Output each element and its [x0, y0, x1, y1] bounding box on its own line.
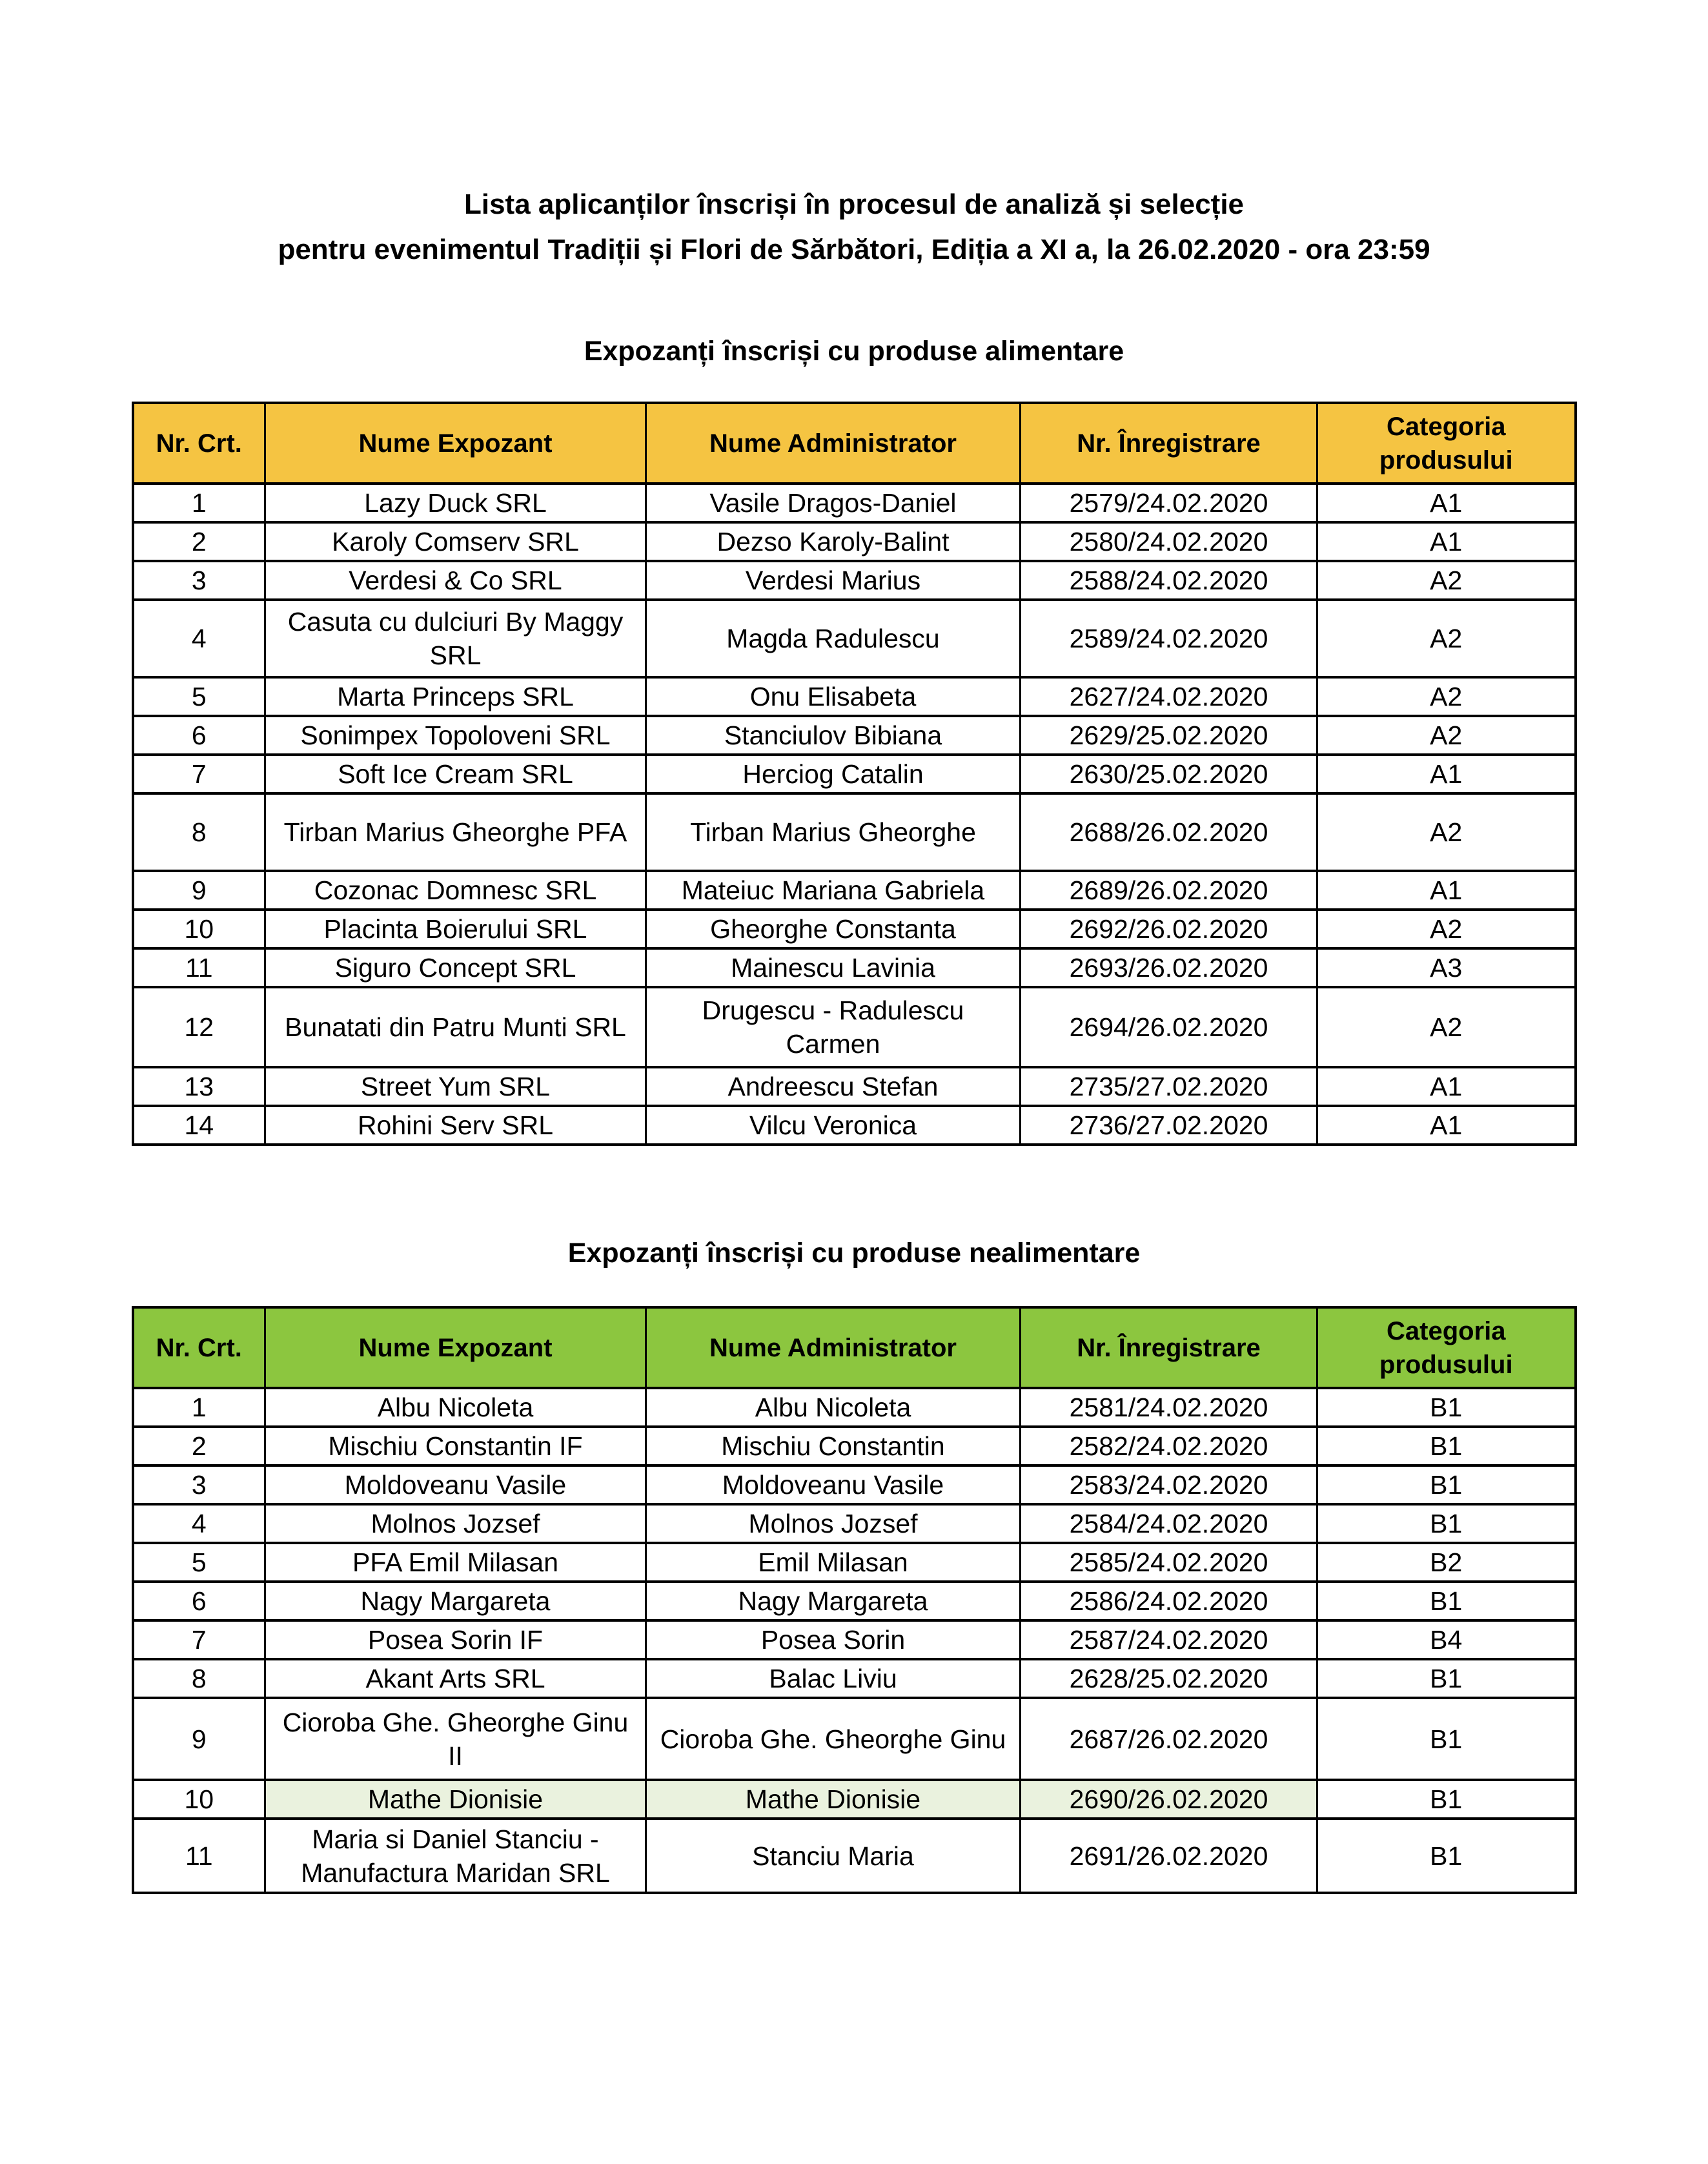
cell-nume-expozant: Nagy Margareta: [265, 1582, 646, 1620]
cell-categoria-produsului: A2: [1317, 600, 1576, 677]
header-row: [133, 403, 1576, 484]
cell-nr-crt: 3: [133, 1465, 265, 1504]
cell-nume-expozant: Moldoveanu Vasile: [265, 1465, 646, 1504]
cell-nr-crt: 8: [133, 793, 265, 871]
cell-nr-inregistrare: 2690/26.02.2020: [1021, 1780, 1317, 1819]
header-row: [133, 1307, 1576, 1388]
table-row: [133, 871, 1576, 910]
cell-nume-expozant: Street Yum SRL: [265, 1067, 646, 1106]
cell-nr-inregistrare: 2693/26.02.2020: [1021, 948, 1317, 987]
cell-nr-crt: 10: [133, 910, 265, 948]
cell-categoria-produsului: A1: [1317, 1106, 1576, 1145]
table-row: [133, 1388, 1576, 1427]
cell-nr-crt: 5: [133, 1543, 265, 1582]
cell-nume-administrator: Albu Nicoleta: [646, 1388, 1021, 1427]
cell-nume-expozant: Soft Ice Cream SRL: [265, 755, 646, 793]
cell-nr-inregistrare: 2692/26.02.2020: [1021, 910, 1317, 948]
cell-nr-crt: 6: [133, 1582, 265, 1620]
document-title-line1: Lista aplicanților înscriși în procesul de analiză și selecție: [463, 189, 1245, 220]
cell-nr-inregistrare: 2629/25.02.2020: [1021, 716, 1317, 755]
cell-nr-inregistrare: 2581/24.02.2020: [1021, 1388, 1317, 1427]
cell-nr-crt: 1: [133, 1388, 265, 1427]
cell-nume-administrator: Cioroba Ghe. Gheorghe Ginu: [646, 1698, 1021, 1780]
cell-nr-crt: 8: [133, 1659, 265, 1698]
document-title-line2: pentru evenimentul Tradiții și Flori de Sărbători, Ediția a XI a, la 26.02.2020 - ora 23:59: [278, 234, 1430, 265]
section-food: [0, 334, 1708, 1146]
cell-categoria-produsului: B1: [1317, 1504, 1576, 1543]
cell-nr-inregistrare: 2589/24.02.2020: [1021, 600, 1317, 677]
cell-nume-administrator: Posea Sorin: [646, 1620, 1021, 1659]
cell-nume-administrator: Tirban Marius Gheorghe: [646, 793, 1021, 871]
cell-nr-inregistrare: 2579/24.02.2020: [1021, 484, 1317, 522]
cell-nr-inregistrare: 2627/24.02.2020: [1021, 677, 1317, 716]
cell-categoria-produsului: A1: [1317, 522, 1576, 561]
cell-categoria-produsului: B2: [1317, 1543, 1576, 1582]
cell-categoria-produsului: A2: [1317, 987, 1576, 1067]
cell-nume-expozant: Tirban Marius Gheorghe PFA: [265, 793, 646, 871]
cell-nume-administrator: Molnos Jozsef: [646, 1504, 1021, 1543]
cell-nume-administrator: Mathe Dionisie: [646, 1780, 1021, 1819]
cell-nume-administrator: Emil Milasan: [646, 1543, 1021, 1582]
section-nonfood: [0, 1236, 1708, 1894]
cell-nr-inregistrare: 2587/24.02.2020: [1021, 1620, 1317, 1659]
cell-categoria-produsului: B1: [1317, 1388, 1576, 1427]
table-row: [133, 948, 1576, 987]
cell-nr-inregistrare: 2588/24.02.2020: [1021, 561, 1317, 600]
cell-categoria-produsului: A1: [1317, 871, 1576, 910]
cell-nr-inregistrare: 2580/24.02.2020: [1021, 522, 1317, 561]
cell-nume-administrator: Verdesi Marius: [646, 561, 1021, 600]
cell-categoria-produsului: A1: [1317, 755, 1576, 793]
cell-nume-expozant: Rohini Serv SRL: [265, 1106, 646, 1145]
cell-nume-administrator: Mainescu Lavinia: [646, 948, 1021, 987]
cell-nume-expozant: Marta Princeps SRL: [265, 677, 646, 716]
cell-nr-crt: 10: [133, 1780, 265, 1819]
table-row: [133, 1106, 1576, 1145]
table-row: [133, 1582, 1576, 1620]
section-title-nonfood: Expozanți înscriși cu produse nealimentare: [567, 1238, 1141, 1269]
cell-categoria-produsului: B1: [1317, 1659, 1576, 1698]
cell-categoria-produsului: A2: [1317, 561, 1576, 600]
cell-nr-crt: 2: [133, 1427, 265, 1465]
cell-nume-expozant: Albu Nicoleta: [265, 1388, 646, 1427]
cell-nume-administrator: Herciog Catalin: [646, 755, 1021, 793]
cell-nume-administrator: Moldoveanu Vasile: [646, 1465, 1021, 1504]
cell-nr-crt: 7: [133, 1620, 265, 1659]
cell-nume-expozant: Bunatati din Patru Munti SRL: [265, 987, 646, 1067]
cell-nr-inregistrare: 2585/24.02.2020: [1021, 1543, 1317, 1582]
cell-categoria-produsului: A1: [1317, 484, 1576, 522]
document-page: [0, 182, 1708, 2164]
cell-nume-expozant: Mischiu Constantin IF: [265, 1427, 646, 1465]
cell-nr-inregistrare: 2628/25.02.2020: [1021, 1659, 1317, 1698]
cell-categoria-produsului: B1: [1317, 1582, 1576, 1620]
table-row: [133, 1427, 1576, 1465]
cell-nume-administrator: Gheorghe Constanta: [646, 910, 1021, 948]
cell-nume-administrator: Dezso Karoly-Balint: [646, 522, 1021, 561]
cell-nr-inregistrare: 2736/27.02.2020: [1021, 1106, 1317, 1145]
section-title-food: Expozanți înscriși cu produse alimentare: [584, 336, 1124, 367]
cell-nume-expozant: Verdesi & Co SRL: [265, 561, 646, 600]
cell-nume-expozant: Posea Sorin IF: [265, 1620, 646, 1659]
cell-nume-administrator: Stanciulov Bibiana: [646, 716, 1021, 755]
cell-nume-expozant: Molnos Jozsef: [265, 1504, 646, 1543]
cell-nr-inregistrare: 2583/24.02.2020: [1021, 1465, 1317, 1504]
table-row: [133, 755, 1576, 793]
cell-nume-expozant: Karoly Comserv SRL: [265, 522, 646, 561]
cell-nume-administrator: Andreescu Stefan: [646, 1067, 1021, 1106]
cell-nr-inregistrare: 2689/26.02.2020: [1021, 871, 1317, 910]
cell-nr-inregistrare: 2687/26.02.2020: [1021, 1698, 1317, 1780]
cell-nr-crt: 11: [133, 948, 265, 987]
cell-nr-inregistrare: 2688/26.02.2020: [1021, 793, 1317, 871]
table-row: [133, 1067, 1576, 1106]
cell-nr-inregistrare: 2584/24.02.2020: [1021, 1504, 1317, 1543]
cell-nr-crt: 5: [133, 677, 265, 716]
column-header-nume-expozant: Nume Expozant: [265, 1307, 646, 1388]
column-header-nr-inregistrare: Nr. Înregistrare: [1021, 1307, 1317, 1388]
table-row: [133, 600, 1576, 677]
document-title: [0, 182, 1708, 272]
cell-nr-crt: 3: [133, 561, 265, 600]
cell-nume-expozant: Siguro Concept SRL: [265, 948, 646, 987]
cell-categoria-produsului: A3: [1317, 948, 1576, 987]
table-row: [133, 1698, 1576, 1780]
cell-categoria-produsului: A2: [1317, 716, 1576, 755]
table-row: [133, 1659, 1576, 1698]
cell-nume-expozant: Cozonac Domnesc SRL: [265, 871, 646, 910]
cell-nume-administrator: Stanciu Maria: [646, 1819, 1021, 1893]
column-header-nr-crt: Nr. Crt.: [133, 1307, 265, 1388]
cell-nume-expozant: Lazy Duck SRL: [265, 484, 646, 522]
cell-categoria-produsului: A1: [1317, 1067, 1576, 1106]
column-header-nume-expozant: Nume Expozant: [265, 403, 646, 484]
column-header-categoria-produsului: Categoria produsului: [1317, 403, 1576, 484]
cell-nr-inregistrare: 2735/27.02.2020: [1021, 1067, 1317, 1106]
cell-categoria-produsului: B1: [1317, 1780, 1576, 1819]
cell-nume-administrator: Drugescu - Radulescu Carmen: [646, 987, 1021, 1067]
exhibitors-table-food: [132, 402, 1577, 1146]
cell-nr-crt: 7: [133, 755, 265, 793]
cell-nr-crt: 4: [133, 600, 265, 677]
table-row: [133, 1543, 1576, 1582]
cell-nr-crt: 9: [133, 1698, 265, 1780]
cell-nume-administrator: Vasile Dragos-Daniel: [646, 484, 1021, 522]
cell-nume-expozant: Sonimpex Topoloveni SRL: [265, 716, 646, 755]
table-row: [133, 1819, 1576, 1893]
cell-nr-inregistrare: 2691/26.02.2020: [1021, 1819, 1317, 1893]
cell-nr-inregistrare: 2630/25.02.2020: [1021, 755, 1317, 793]
table-row: [133, 1620, 1576, 1659]
cell-nr-crt: 6: [133, 716, 265, 755]
cell-nume-expozant: Akant Arts SRL: [265, 1659, 646, 1698]
table-row: [133, 522, 1576, 561]
table-row: [133, 910, 1576, 948]
table-row: [133, 793, 1576, 871]
cell-nume-administrator: Balac Liviu: [646, 1659, 1021, 1698]
cell-nr-crt: 1: [133, 484, 265, 522]
cell-nume-expozant: Cioroba Ghe. Gheorghe Ginu II: [265, 1698, 646, 1780]
cell-nume-expozant: Casuta cu dulciuri By Maggy SRL: [265, 600, 646, 677]
cell-nume-administrator: Mischiu Constantin: [646, 1427, 1021, 1465]
table-row: [133, 484, 1576, 522]
table-row: [133, 1504, 1576, 1543]
cell-nume-expozant: PFA Emil Milasan: [265, 1543, 646, 1582]
cell-nume-administrator: Magda Radulescu: [646, 600, 1021, 677]
cell-nume-expozant: Maria si Daniel Stanciu - Manufactura Maridan SRL: [265, 1819, 646, 1893]
column-header-nume-administrator: Nume Administrator: [646, 1307, 1021, 1388]
column-header-nr-inregistrare: Nr. Înregistrare: [1021, 403, 1317, 484]
cell-categoria-produsului: B1: [1317, 1819, 1576, 1893]
table-row: [133, 561, 1576, 600]
cell-categoria-produsului: A2: [1317, 910, 1576, 948]
cell-nr-inregistrare: 2586/24.02.2020: [1021, 1582, 1317, 1620]
cell-nume-expozant: Mathe Dionisie: [265, 1780, 646, 1819]
cell-categoria-produsului: B4: [1317, 1620, 1576, 1659]
cell-nr-crt: 2: [133, 522, 265, 561]
cell-nume-administrator: Nagy Margareta: [646, 1582, 1021, 1620]
cell-categoria-produsului: B1: [1317, 1698, 1576, 1780]
cell-categoria-produsului: B1: [1317, 1465, 1576, 1504]
cell-nr-crt: 9: [133, 871, 265, 910]
cell-nume-administrator: Vilcu Veronica: [646, 1106, 1021, 1145]
table-row: [133, 1780, 1576, 1819]
cell-nume-expozant: Placinta Boierului SRL: [265, 910, 646, 948]
cell-nr-crt: 11: [133, 1819, 265, 1893]
cell-categoria-produsului: A2: [1317, 793, 1576, 871]
column-header-nume-administrator: Nume Administrator: [646, 403, 1021, 484]
table-row: [133, 1465, 1576, 1504]
table-row: [133, 987, 1576, 1067]
table-row: [133, 716, 1576, 755]
column-header-nr-crt: Nr. Crt.: [133, 403, 265, 484]
exhibitors-table-nonfood: [132, 1306, 1577, 1894]
cell-nr-inregistrare: 2694/26.02.2020: [1021, 987, 1317, 1067]
cell-nr-crt: 13: [133, 1067, 265, 1106]
table-row: [133, 677, 1576, 716]
cell-nr-crt: 4: [133, 1504, 265, 1543]
column-header-categoria-produsului: Categoria produsului: [1317, 1307, 1576, 1388]
cell-categoria-produsului: B1: [1317, 1427, 1576, 1465]
cell-nume-administrator: Mateiuc Mariana Gabriela: [646, 871, 1021, 910]
cell-nume-administrator: Onu Elisabeta: [646, 677, 1021, 716]
cell-categoria-produsului: A2: [1317, 677, 1576, 716]
cell-nr-crt: 14: [133, 1106, 265, 1145]
cell-nr-inregistrare: 2582/24.02.2020: [1021, 1427, 1317, 1465]
cell-nr-crt: 12: [133, 987, 265, 1067]
